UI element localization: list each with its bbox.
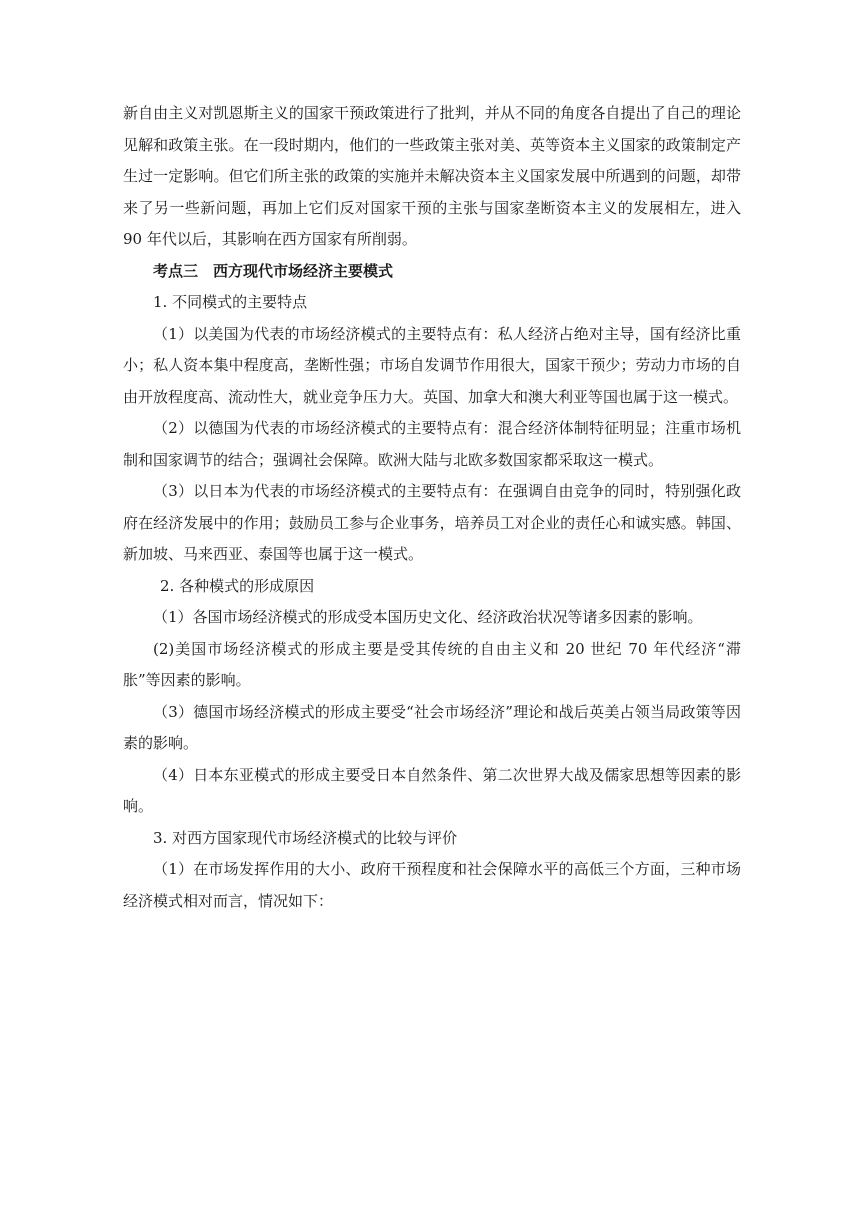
paragraph-japan-model: （3）以日本为代表的市场经济模式的主要特点有：在强调自由竞争的同时，特别强化政府在经济发展中的作用；鼓励员工参与企业事务，培养员工对企业的责任心和诚实感。韩国、新加坡、马来西亚、泰国等也属于这一模式。 <box>123 482 741 563</box>
paragraph-german-model: （2）以德国为代表的市场经济模式的主要特点有：混合经济体制特征明显；注重市场机制和国家调节的结合；强调社会保障。欧洲大陆与北欧多数国家都采取这一模式。 <box>123 419 741 469</box>
paragraph-cause-japan: （4）日本东亚模式的形成主要受日本自然条件、第二次世界大战及儒家思想等因素的影响。 <box>123 765 741 815</box>
paragraph-cause-germany: （3）德国市场经济模式的形成主要受“社会市场经济”理论和战后英美占领当局政策等因素的影响。 <box>123 702 741 752</box>
subsection-title-comparison: 3. 对西方国家现代市场经济模式的比较与评价 <box>153 828 458 847</box>
paragraph-us-model: （1）以美国为代表的市场经济模式的主要特点有：私人经济占绝对主导，国有经济比重小；私人资本集中程度高，垄断性强；市场自发调节作用很大，国家干预少；劳动力市场的自由开放程度高、流动性大，就业竞争压力大。英国、加拿大和澳大利亚等国也属于这一模式。 <box>123 324 741 406</box>
paragraph-cause-general: （1）各国市场经济模式的形成受本国历史文化、经济政治状况等诸多因素的影响。 <box>153 608 703 626</box>
section-heading: 考点三 西方现代市场经济主要模式 <box>153 261 394 280</box>
subsection-title-features: 1. 不同模式的主要特点 <box>153 293 308 311</box>
paragraph-neoliberalism: 新自由主义对凯恩斯主义的国家干预政策进行了批判，并从不同的角度各自提出了自己的理论见解和政策主张。在一段时期内，他们的一些政策主张对美、英等资本主义国家的政策制定产生过一定影响。但它们所主张的政策的实施并未解决资本主义国家发展中所遇到的问题，却带来了另一些新问题，再加上它们反对国家干预的主张与国家垄断资本主义的发展相左，进入 90 年代以后，其影响在西方国家有所削弱。 <box>123 104 741 248</box>
paragraph-cause-us: (2)美国市场经济模式的形成主要是受其传统的自由主义和 20 世纪 70 年代经济“滞胀”等因素的影响。 <box>123 639 741 689</box>
subsection-title-causes: 2. 各种模式的形成原因 <box>160 576 315 595</box>
document-body <box>123 98 741 917</box>
paragraph-comparison: （1）在市场发挥作用的大小、政府干预程度和社会保障水平的高低三个方面，三种市场经济模式相对而言，情况如下： <box>123 860 741 910</box>
